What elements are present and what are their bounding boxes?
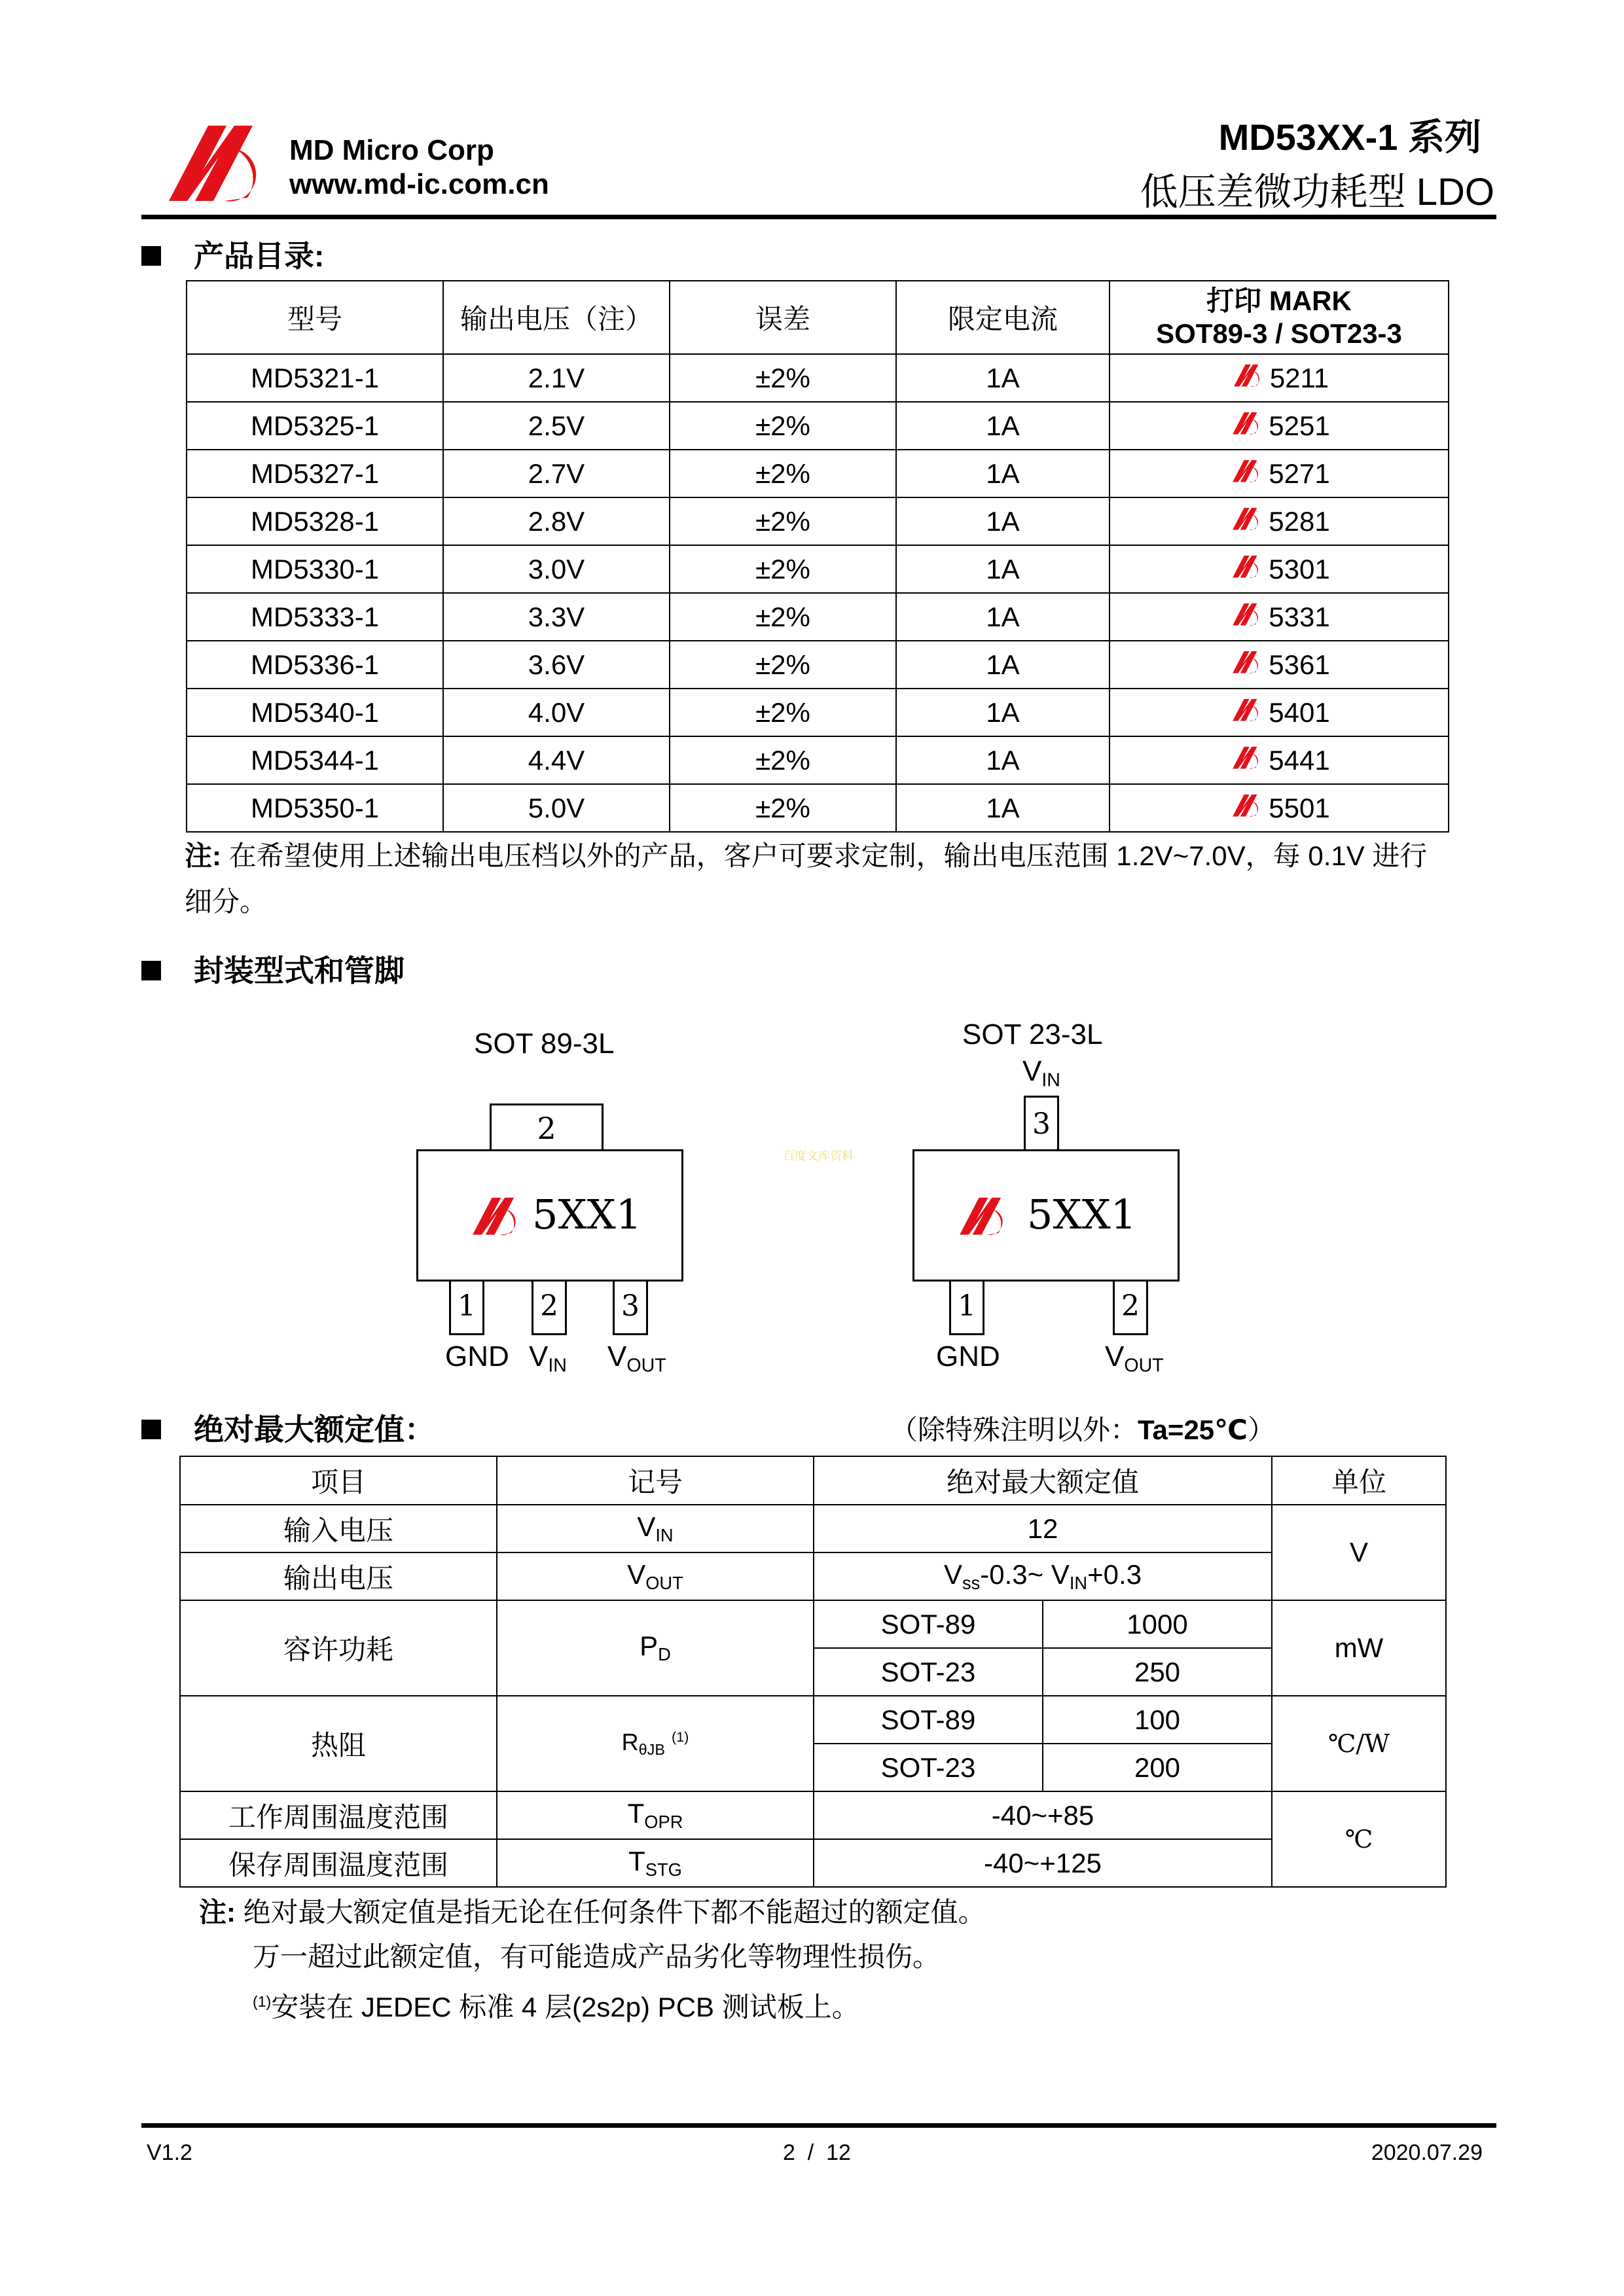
row-symbol: $R_{\theta JB}$ $^{(1)}$ [497,1696,814,1791]
mark-code: 5271 [1269,457,1330,489]
cell-error: ±2% [670,450,896,497]
footer-date: 2020.07.29 [1371,2140,1483,2165]
bullet-square-icon [141,246,161,266]
table-row [180,1696,1446,1744]
table-row [187,784,1449,832]
md-logo-icon [1228,649,1269,681]
cell-model: MD5333-1 [187,593,443,641]
cell-model: MD5330-1 [187,545,443,593]
cell-error: ±2% [670,545,896,593]
table-row [180,1839,1446,1887]
note-label: 注: [185,840,221,871]
product-section-title: 产品目录: [141,232,324,276]
cell-current: 1A [896,641,1110,689]
cell-error: ±2% [670,736,896,784]
cell-model: MD5325-1 [187,402,443,450]
cell-error: ±2% [670,402,896,450]
sot89-pin-1: 1 [449,1282,484,1335]
note-label: 注: [199,1897,236,1928]
cell-current: 1A [896,689,1110,736]
company-info [289,134,549,202]
table-row [187,593,1449,641]
sot23-title: SOT 23-3L [962,1018,1103,1050]
row-item: 热阻 [180,1696,497,1791]
row-value: 250 [1043,1648,1272,1696]
row-item: 容许功耗 [180,1600,497,1696]
sot89-pin-label-gnd: GND [445,1340,509,1372]
row-value: $V_{ss}-0.3\sim$ $V_{IN}+0.3$ [814,1552,1272,1600]
cell-voltage: 3.0V [443,545,670,593]
cell-model: MD5340-1 [187,689,443,736]
cell-current: 1A [896,450,1110,497]
table-row [187,736,1449,784]
row-package: SOT-89 [814,1696,1043,1744]
doc-subtitle: 低压差微功耗型 LDO [1140,171,1494,213]
row-value: 1000 [1043,1600,1272,1648]
cell-error: ±2% [670,497,896,545]
cell-current: 1A [896,736,1110,784]
row-symbol: $P_D$ [497,1600,814,1696]
cell-model: MD5321-1 [187,354,443,402]
cell-mark [1110,402,1449,450]
row-value: -40~+85 [814,1791,1272,1839]
col-header: 输出电压（注） [443,281,670,354]
footer-version: V1.2 [147,2140,192,2165]
cell-mark [1110,784,1449,832]
row-value: 12 [814,1505,1272,1552]
cell-voltage: 5.0V [443,784,670,832]
table-row [180,1505,1446,1552]
product-table-header [187,281,1449,354]
table-row [187,497,1449,545]
company-name: MD Micro Corp [289,134,494,166]
note-text-2: 万一超过此额定值，有可能造成产品劣化等物理性损伤。 [253,1941,941,1972]
md-logo-icon [1228,793,1269,824]
cell-model: MD5336-1 [187,641,443,689]
product-table [186,280,1449,833]
mark-header-line1: 打印 MARK [1206,285,1352,316]
cell-current: 1A [896,354,1110,402]
company-url: www.md-ic.com.cn [289,168,549,200]
cell-error: ±2% [670,354,896,402]
sot23-pin-label-gnd: GND [936,1340,1000,1372]
abs-note [199,1890,1443,2030]
cell-voltage: 2.8V [443,497,670,545]
sot89-pin-label-vout: $V_{OUT}$ [607,1340,666,1376]
row-item: 保存周围温度范围 [180,1839,497,1887]
col-header: 单位 [1272,1456,1446,1505]
table-row [187,354,1449,402]
cell-current: 1A [896,784,1110,832]
sot89-pin-3: 3 [613,1282,648,1335]
sot89-top-tab [490,1103,604,1149]
row-item: 工作周围温度范围 [180,1791,497,1839]
sot23-top-pin: 3 [1024,1096,1059,1149]
row-package: SOT-23 [814,1648,1043,1696]
cell-mark [1110,497,1449,545]
table-row [187,641,1449,689]
sot23-marking: 5XX1 [1027,1191,1137,1238]
cell-voltage: 3.6V [443,641,670,689]
col-header: 绝对最大额定值 [814,1456,1272,1505]
model-series: MD53XX-1 系列 [1218,117,1481,158]
row-package: SOT-89 [814,1600,1043,1648]
row-unit: mW [1272,1600,1446,1696]
bullet-square-icon [141,1420,161,1439]
col-header-mark [1110,281,1449,354]
cell-voltage: 4.0V [443,689,670,736]
watermark: 百度文库资料 [783,1149,854,1162]
sot89-pin-label-vin: $V_{IN}$ [529,1340,567,1376]
cell-voltage: 2.7V [443,450,670,497]
row-item: 输出电压 [180,1552,497,1600]
table-row [187,402,1449,450]
package-section-title: 封装型式和管脚 [141,947,405,990]
row-value: 100 [1043,1696,1272,1744]
table-row [187,545,1449,593]
product-note [185,833,1500,925]
row-symbol: $V_{IN}$ [497,1505,814,1552]
company-logo [162,119,274,204]
sot89-pin-2: 2 [532,1282,567,1335]
cell-error: ±2% [670,593,896,641]
cell-model: MD5327-1 [187,450,443,497]
cell-current: 1A [896,497,1110,545]
col-header: 限定电流 [896,281,1110,354]
col-header: 记号 [497,1456,814,1505]
row-symbol: $T_{OPR}$ [497,1791,814,1839]
sot23-pin-1: 1 [949,1282,984,1335]
md-logo-icon [1228,506,1269,537]
col-header: 项目 [180,1456,497,1505]
cell-voltage: 2.5V [443,402,670,450]
cell-voltage: 4.4V [443,736,670,784]
md-logo-icon [1228,601,1269,633]
mark-code: 5501 [1269,792,1330,823]
cell-voltage: 2.1V [443,354,670,402]
md-logo-icon [1228,745,1269,776]
abs-table-header [180,1456,1446,1505]
sot23-pin-label-vout: $V_{OUT}$ [1105,1340,1164,1376]
cell-mark [1110,354,1449,402]
sot89-marking: 5XX1 [532,1191,642,1238]
col-header: 误差 [670,281,896,354]
note-text: 绝对最大额定值是指无论在任何条件下都不能超过的额定值。 [243,1897,986,1928]
sot89-body [416,1149,683,1282]
cell-error: ±2% [670,689,896,736]
md-logo-icon [1228,458,1269,490]
sot23-logo-icon [956,1194,1011,1240]
mark-code: 5441 [1269,744,1330,776]
header-divider [141,215,1496,219]
table-row [180,1791,1446,1839]
cell-current: 1A [896,545,1110,593]
cell-current: 1A [896,593,1110,641]
cell-model: MD5350-1 [187,784,443,832]
row-symbol: $T_{STG}$ [497,1839,814,1887]
md-logo-icon [1228,697,1269,728]
cell-mark [1110,593,1449,641]
footer-page-number: 2 / 12 [783,2140,851,2165]
row-value: -40~+125 [814,1839,1272,1887]
md-logo-icon [1228,410,1269,442]
row-unit: ℃ [1272,1791,1446,1887]
sot23-body [912,1149,1180,1282]
sot23-top-label: $V_{IN}$ [1022,1055,1060,1091]
cell-mark [1110,450,1449,497]
mark-code: 5301 [1269,553,1330,584]
mark-code: 5401 [1269,696,1330,728]
row-value: 200 [1043,1744,1272,1791]
note-text: 在希望使用上述输出电压档以外的产品，客户可要求定制，输出电压范围 1.2V~7.0V，每 0.1V 进行 [228,840,1428,871]
mark-header-line2: SOT89-3 / SOT23-3 [1156,318,1402,349]
mark-code: 5361 [1269,649,1330,680]
md-logo-icon [1228,554,1269,585]
sot89-logo-icon [469,1194,524,1240]
mark-code: 5211 [1269,362,1329,393]
cell-mark [1110,736,1449,784]
row-item: 输入电压 [180,1505,497,1552]
row-unit: V [1272,1505,1446,1600]
sot23-pin-2: 2 [1113,1282,1148,1335]
mark-code: 5331 [1269,601,1330,632]
table-row [187,689,1449,736]
abs-condition: （除特殊注明以外：Ta=25℃） [890,1414,1276,1445]
mark-code: 5281 [1269,505,1330,537]
cell-mark [1110,689,1449,736]
footer-divider [141,2123,1496,2128]
abs-max-table [179,1456,1447,1888]
bullet-square-icon [141,961,161,980]
note-text-cont: 细分。 [185,886,268,917]
col-header: 型号 [187,281,443,354]
table-row [180,1552,1446,1600]
row-package: SOT-23 [814,1744,1043,1791]
table-row [180,1600,1446,1648]
abs-section-title: 绝对最大额定值： [141,1406,435,1449]
row-symbol: $V_{OUT}$ [497,1552,814,1600]
cell-error: ±2% [670,641,896,689]
cell-mark [1110,545,1449,593]
mark-code: 5251 [1269,410,1330,441]
md-logo-icon [1229,363,1270,394]
note-text-3: $^{(1)}$安装在 JEDEC 标准 4 层(2s2p) PCB 测试板上。 [253,1992,859,2022]
cell-model: MD5328-1 [187,497,443,545]
sot89-title: SOT 89-3L [474,1028,615,1060]
cell-voltage: 3.3V [443,593,670,641]
row-unit: ℃/W [1272,1696,1446,1791]
cell-mark [1110,641,1449,689]
table-row [187,450,1449,497]
sot89-top-pin-number: 2 [537,1111,556,1146]
cell-current: 1A [896,402,1110,450]
cell-error: ±2% [670,784,896,832]
cell-model: MD5344-1 [187,736,443,784]
